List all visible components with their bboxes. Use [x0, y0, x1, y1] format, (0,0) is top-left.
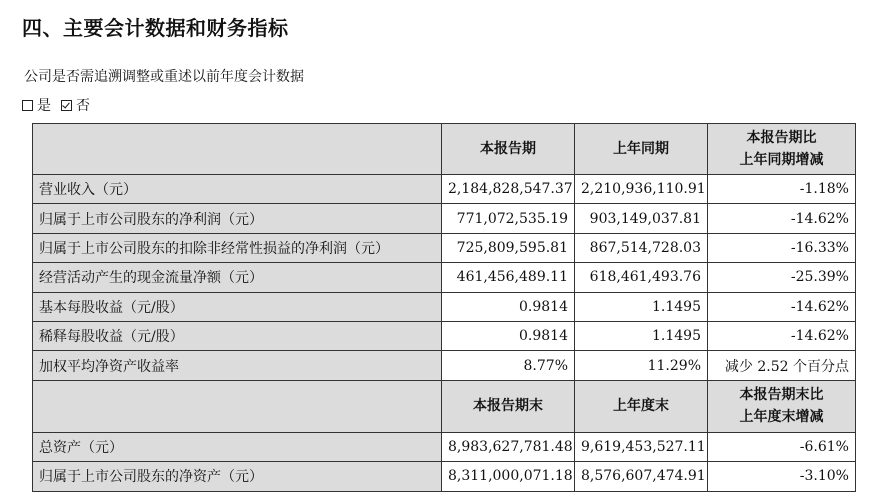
current-value: 0.9814: [442, 292, 575, 321]
previous-value: 1.1495: [575, 321, 708, 350]
current-value: 461,456,489.11: [442, 263, 575, 292]
current-value: 0.9814: [442, 321, 575, 350]
table-row: [33, 351, 856, 380]
current-value: 8.77%: [442, 351, 575, 380]
table-row: [33, 432, 856, 461]
table-row: [33, 263, 856, 292]
financial-indicators-table: [32, 123, 856, 492]
previous-value: 618,461,493.76: [575, 263, 708, 292]
change-value: -1.18%: [708, 175, 856, 204]
change-value: -14.62%: [708, 204, 856, 233]
yes-label: 是: [37, 98, 51, 114]
header-period-end-change-line2: 上年度末增减: [739, 409, 824, 426]
previous-value: 8,576,607,474.91: [575, 462, 708, 491]
current-value: 8,311,000,071.18: [442, 462, 575, 491]
table-row: [33, 462, 856, 491]
table-row: [33, 292, 856, 321]
previous-value: 11.29%: [575, 351, 708, 380]
current-value: 725,809,595.81: [442, 233, 575, 262]
header-period-change: [708, 124, 856, 175]
row-label: 营业收入（元）: [33, 175, 442, 204]
table-header-period: [33, 124, 856, 175]
header-current-period-end: 本报告期末: [442, 380, 575, 432]
row-label: 归属于上市公司股东的扣除非经常性损益的净利润（元）: [33, 233, 442, 262]
header-blank-cell: [33, 380, 442, 432]
current-value: 2,184,828,547.37: [442, 175, 575, 204]
table-row: [33, 204, 856, 233]
row-label: 经营活动产生的现金流量净额（元）: [33, 263, 442, 292]
row-label: 加权平均净资产收益率: [33, 351, 442, 380]
table-header-period-end: [33, 380, 856, 432]
header-blank-cell: [33, 124, 442, 175]
section-title: 四、主要会计数据和财务指标: [22, 16, 289, 40]
change-value: -3.10%: [708, 462, 856, 491]
header-current-period: 本报告期: [442, 124, 575, 175]
header-prior-year-end: 上年度末: [575, 380, 708, 432]
header-period-end-change-line1: 本报告期末比: [739, 387, 824, 404]
change-value: -14.62%: [708, 292, 856, 321]
previous-value: 1.1495: [575, 292, 708, 321]
row-label: 总资产（元）: [33, 432, 442, 461]
change-value: -14.62%: [708, 321, 856, 350]
current-value: 771,072,535.19: [442, 204, 575, 233]
change-value: -6.61%: [708, 432, 856, 461]
table-row: [33, 321, 856, 350]
previous-value: 903,149,037.81: [575, 204, 708, 233]
header-prior-period: 上年同期: [575, 124, 708, 175]
table-row: [33, 233, 856, 262]
change-value: 减少 2.52 个百分点: [708, 351, 856, 380]
row-label: 归属于上市公司股东的净资产（元）: [33, 462, 442, 491]
current-value: 8,983,627,781.48: [442, 432, 575, 461]
previous-value: 867,514,728.03: [575, 233, 708, 262]
unchecked-box-icon: [22, 100, 33, 111]
row-label: 归属于上市公司股东的净利润（元）: [33, 204, 442, 233]
change-value: -25.39%: [708, 263, 856, 292]
no-label: 否: [76, 98, 90, 114]
table-row: [33, 175, 856, 204]
checked-box-icon: [61, 100, 72, 111]
change-value: -16.33%: [708, 233, 856, 262]
previous-value: 9,619,453,527.11: [575, 432, 708, 461]
restatement-choice: [22, 95, 90, 115]
previous-value: 2,210,936,110.91: [575, 175, 708, 204]
header-period-end-change: [708, 380, 856, 432]
row-label: 稀释每股收益（元/股）: [33, 321, 442, 350]
header-period-change-line1: 本报告期比: [746, 130, 817, 146]
restatement-question: 公司是否需追溯调整或重述以前年度会计数据: [24, 69, 304, 85]
header-period-change-line2: 上年同期增减: [739, 152, 824, 168]
row-label: 基本每股收益（元/股）: [33, 292, 442, 321]
